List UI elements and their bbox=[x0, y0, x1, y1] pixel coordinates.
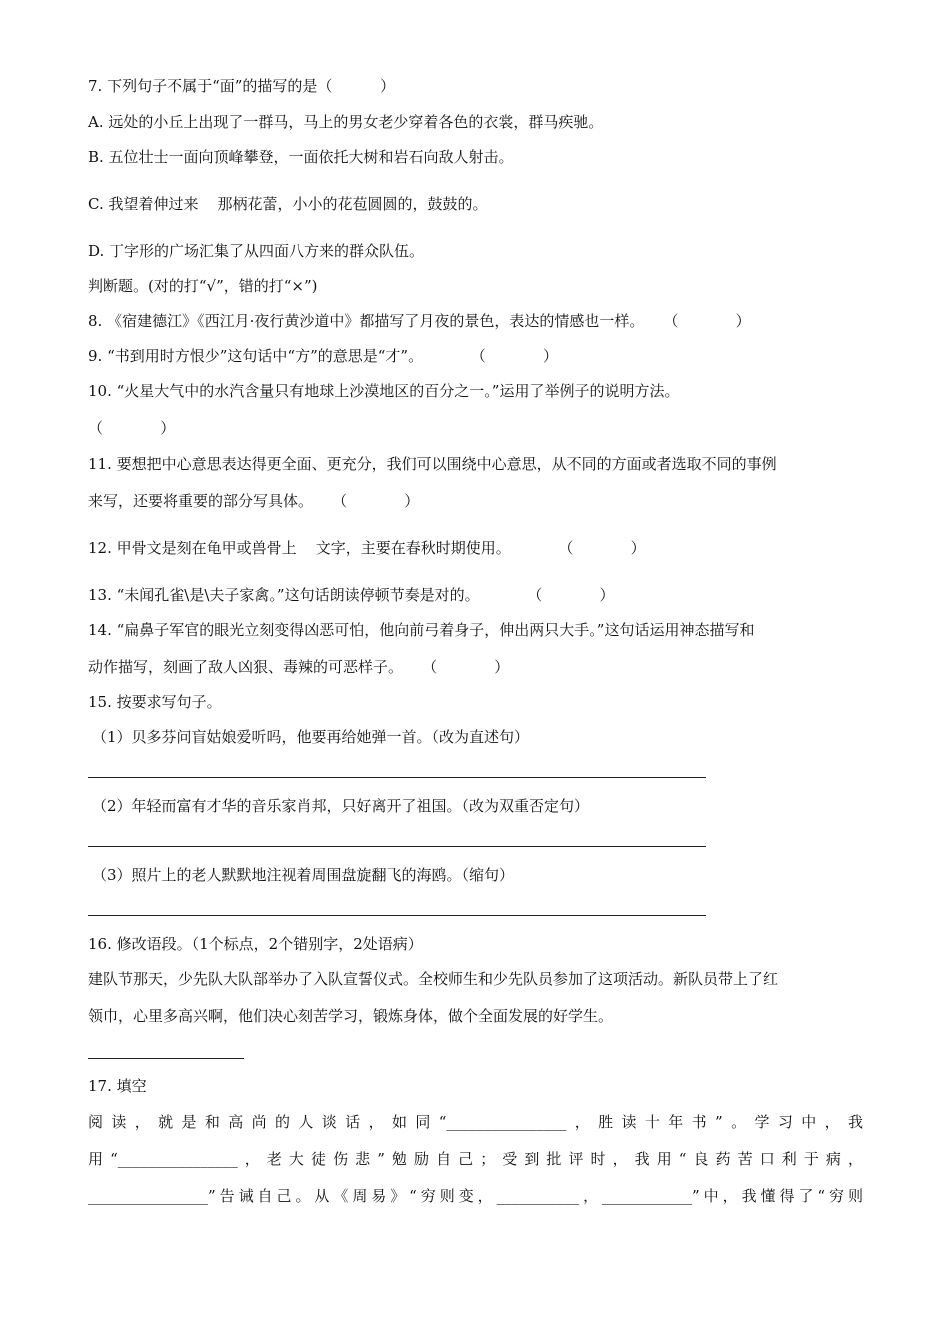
q12-statement[interactable]: 12. 甲骨文是刻在龟甲或兽骨上 文字，主要在春秋时期使用。 （ ） bbox=[88, 539, 646, 557]
judge-section-intro: 判断题。(对的打“√”，错的打“×”) bbox=[88, 277, 318, 295]
q15-stem: 15. 按要求写句子。 bbox=[88, 693, 222, 711]
q14-statement-cont[interactable]: 动作描写，刻画了敌人凶狠、毒辣的可恶样子。 （ ） bbox=[88, 658, 510, 676]
q17-text-line2[interactable]: 用“________________，老大徒伤悲”勉励自己；受到批评时，我用“良药苦口利于病， bbox=[88, 1150, 863, 1168]
q15-part2-answer-line[interactable] bbox=[88, 846, 706, 847]
q7-option-c[interactable]: C. 我望着伸过来 那柄花蕾，小小的花苞圆圆的，鼓鼓的。 bbox=[88, 195, 488, 213]
q10-statement: 10. “火星大气中的水汽含量只有地球上沙漠地区的百分之一。”运用了举例子的说明方法。 bbox=[88, 382, 680, 400]
q7-option-b[interactable]: B. 五位壮士一面向顶峰攀登，一面依托大树和岩石向敌人射击。 bbox=[88, 148, 514, 166]
q7-stem: 7. 下列句子不属于“面”的描写的是（ ） bbox=[88, 77, 396, 95]
q15-part1-prompt: （1）贝多芬问盲姑娘爱听吗，他要再给她弹一首。（改为直述句） bbox=[92, 728, 530, 746]
q10-answer-bracket[interactable]: （ ） bbox=[88, 419, 176, 437]
q11-statement-cont[interactable]: 来写，还要将重要的部分写具体。 （ ） bbox=[88, 492, 420, 510]
q16-stem: 16. 修改语段。（1个标点，2个错别字，2处语病） bbox=[88, 935, 423, 953]
q17-text-line1[interactable]: 阅读，就是和高尚的人谈话，如同“________________，胜读十年书”。学习中，我 bbox=[88, 1113, 863, 1131]
q11-statement: 11. 要想把中心意思表达得更全面、更充分，我们可以围绕中心意思，从不同的方面或者选取不同的事例 bbox=[88, 455, 777, 473]
q9-statement[interactable]: 9. “书到用时方恨少”这句话中“方”的意思是“才”。 （ ） bbox=[88, 347, 558, 365]
q16-paragraph-line2: 领巾，心里多高兴啊，他们决心刻苦学习，锻炼身体，做个全面发展的好学生。 bbox=[88, 1007, 614, 1025]
q14-statement: 14. “扁鼻子军官的眼光立刻变得凶恶可怕，他向前弓着身子，伸出两只大手。”这句话运用神态描写和 bbox=[88, 621, 755, 639]
q16-answer-line[interactable] bbox=[88, 1058, 244, 1059]
q15-part2-prompt: （2）年轻而富有才华的音乐家肖邦，只好离开了祖国。（改为双重否定句） bbox=[92, 797, 590, 815]
q15-part3-prompt: （3）照片上的老人默默地注视着周围盘旋翻飞的海鸥。（缩句） bbox=[92, 866, 515, 884]
q15-part3-answer-line[interactable] bbox=[88, 915, 706, 916]
q17-stem: 17. 填空 bbox=[88, 1077, 147, 1095]
q15-part1-answer-line[interactable] bbox=[88, 777, 706, 778]
q13-statement[interactable]: 13. “未闻孔雀\是\夫子家禽。”这句话朗读停顿节奏是对的。 （ ） bbox=[88, 586, 615, 604]
q8-statement[interactable]: 8. 《宿建德江》《西江月·夜行黄沙道中》都描写了月夜的景色，表达的情感也一样。 （ ） bbox=[88, 312, 751, 330]
q16-paragraph-line1: 建队节那天，少先队大队部举办了入队宣誓仪式。全校师生和少先队员参加了这项活动。新队员带上了红 bbox=[88, 970, 779, 988]
q7-option-d[interactable]: D. 丁字形的广场汇集了从四面八方来的群众队伍。 bbox=[88, 242, 425, 260]
q7-option-a[interactable]: A. 远处的小丘上出现了一群马，马上的男女老少穿着各色的衣裳，群马疾驰。 bbox=[88, 113, 604, 131]
q17-text-line3[interactable]: ________________”告诫自己。从《周易》“穷则变，___________，____________”中，我懂得了“穷则 bbox=[88, 1187, 863, 1205]
